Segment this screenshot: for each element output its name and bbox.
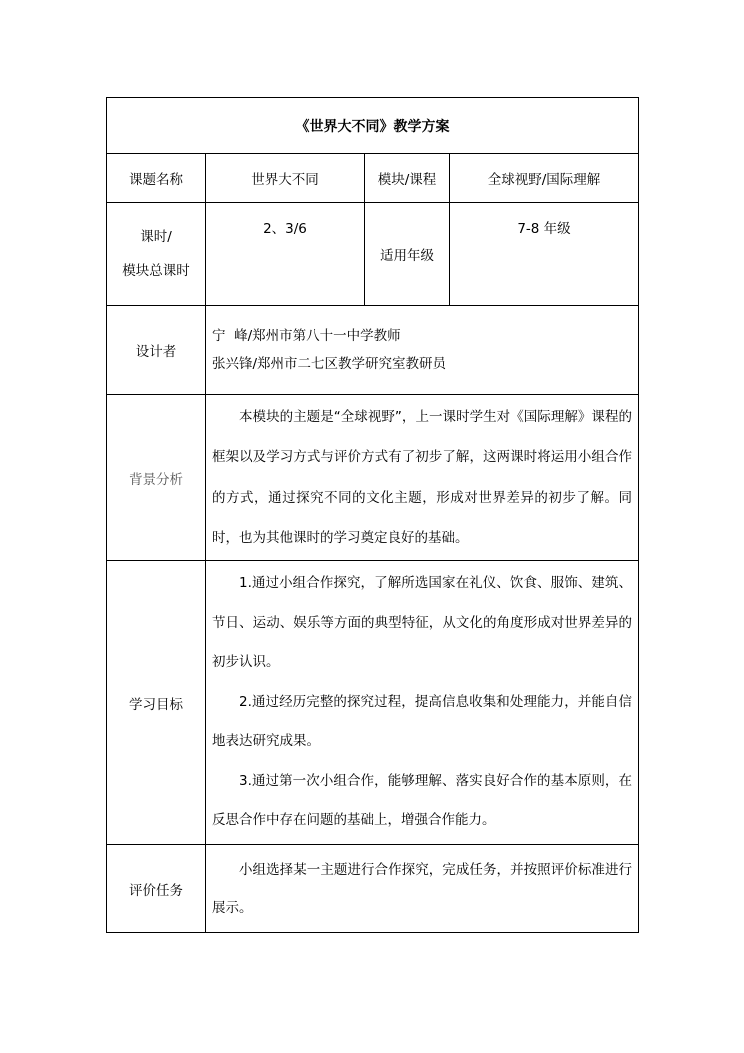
objective-item-2: 2.通过经历完整的探究过程，提高信息收集和处理能力，并能自信地表达研究成果。 bbox=[212, 693, 632, 750]
title-row bbox=[107, 98, 639, 154]
grade-value: 7-8 年级 bbox=[450, 203, 639, 306]
lesson-plan-table bbox=[106, 97, 639, 933]
course-name-label: 课题名称 bbox=[107, 154, 206, 203]
grade-label: 适用年级 bbox=[365, 203, 450, 306]
evaluation-label: 评价任务 bbox=[107, 845, 206, 933]
module-value: 全球视野/国际理解 bbox=[450, 154, 639, 203]
hours-value: 2、3/6 bbox=[206, 203, 365, 306]
objectives-label: 学习目标 bbox=[107, 561, 206, 845]
hours-label-line1: 课时/ bbox=[140, 229, 172, 245]
designer-label: 设计者 bbox=[107, 306, 206, 395]
objectives-content bbox=[206, 561, 639, 845]
designer-list bbox=[206, 306, 639, 395]
objectives-row bbox=[107, 561, 639, 845]
hours-label bbox=[107, 203, 206, 306]
background-text: 本模块的主题是“全球视野”，上一课时学生对《国际理解》课程的框架以及学习方式与评价方式有了初步了解，这两课时将运用小组合作的方式，通过探究不同的文化主题，形成对世界差异的初步了解。同时，也为其他课时的学习奠定良好的基础。 bbox=[212, 408, 632, 546]
hours-label-line2: 模块总课时 bbox=[122, 263, 190, 279]
evaluation-row bbox=[107, 845, 639, 933]
objective-item-1: 1.通过小组合作探究，了解所选国家在礼仪、饮食、服饰、建筑、节日、运动、娱乐等方面的典型特征，从文化的角度形成对世界差异的初步认识。 bbox=[212, 575, 632, 671]
background-content bbox=[206, 395, 639, 561]
evaluation-text: 小组选择某一主题进行合作探究，完成任务，并按照评价标准进行展示。 bbox=[212, 861, 632, 916]
module-label: 模块/课程 bbox=[365, 154, 450, 203]
course-name-value: 世界大不同 bbox=[206, 154, 365, 203]
hours-row bbox=[107, 203, 639, 306]
course-name-row bbox=[107, 154, 639, 203]
lesson-title: 《世界大不同》教学方案 bbox=[107, 98, 639, 154]
background-label: 背景分析 bbox=[107, 395, 206, 561]
designer-line-2: 张兴锋/郑州市二七区教学研究室教研员 bbox=[212, 356, 447, 372]
designer-line-1: 宁 峰/郑州市第八十一中学教师 bbox=[212, 328, 401, 344]
objective-item-3: 3.通过第一次小组合作，能够理解、落实良好合作的基本原则，在反思合作中存在问题的基础上，增强合作能力。 bbox=[212, 772, 632, 829]
evaluation-content bbox=[206, 845, 639, 933]
designer-row bbox=[107, 306, 639, 395]
background-row bbox=[107, 395, 639, 561]
